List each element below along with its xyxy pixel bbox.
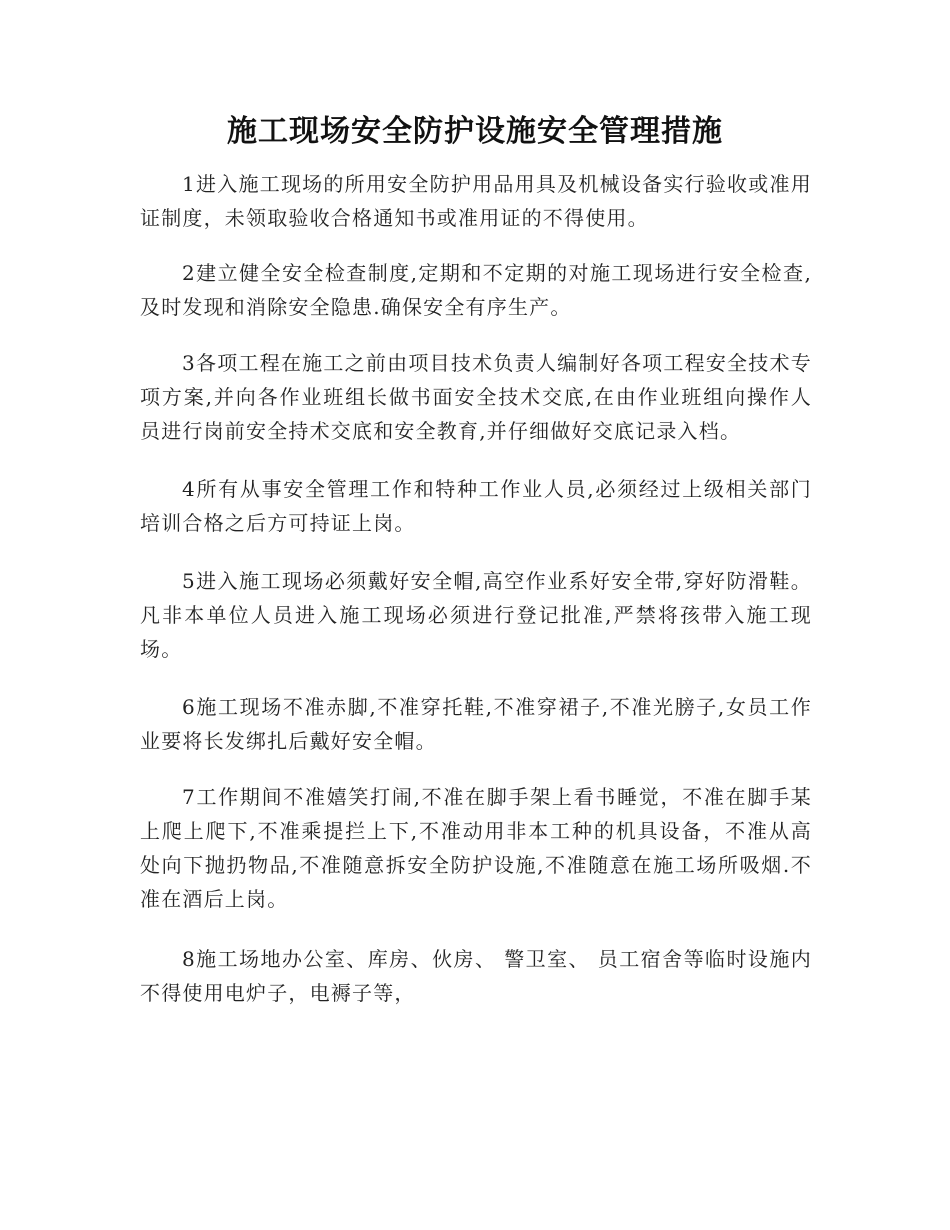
paragraph-7: 7工作期间不准嬉笑打闹,不准在脚手架上看书睡觉，不准在脚手某上爬上爬下,不准乘提拦上下,不准动用非本工种的机具设备，不准从高处向下抛扔物品,不准随意拆安全防护设施,不准随意在施工场所吸烟.不准在酒后上岗。: [140, 785, 812, 911]
paragraph-1: 1进入施工现场的所用安全防护用品用具及机械设备实行验收或准用证制度，未领取验收合格通知书或准用证的不得使用。: [140, 172, 812, 230]
paragraph-8: 8施工场地办公室、库房、伙房、 警卫室、 员工宿舍等临时设施内不得使用电炉子，电褥子等，: [140, 947, 812, 1005]
paragraph-4: 4所有从事安全管理工作和特种工作业人员,必须经过上级相关部门培训合格之后方可持证上岗。: [140, 477, 812, 535]
paragraph-5: 5进入施工现场必须戴好安全帽,高空作业系好安全带,穿好防滑鞋。凡非本单位人员进入施工现场必须进行登记批准,严禁将孩带入施工现场。: [140, 569, 812, 661]
paragraph-6: 6施工现场不准赤脚,不准穿托鞋,不准穿裙子,不准光膀子,女员工作业要将长发绑扎后戴好安全帽。: [140, 695, 812, 753]
paragraph-3: 3各项工程在施工之前由项目技术负责人编制好各项工程安全技术专项方案,并向各作业班组长做书面安全技术交底,在由作业班组向操作人员进行岗前安全持术交底和安全教育,并仔细做好交底记录入档。: [140, 351, 812, 443]
document-title: 施工现场安全防护设施安全管理措施: [227, 114, 723, 149]
paragraph-2: 2建立健全安全检查制度,定期和不定期的对施工现场进行安全检查,及时发现和消除安全隐患.确保安全有序生产。: [140, 261, 812, 319]
